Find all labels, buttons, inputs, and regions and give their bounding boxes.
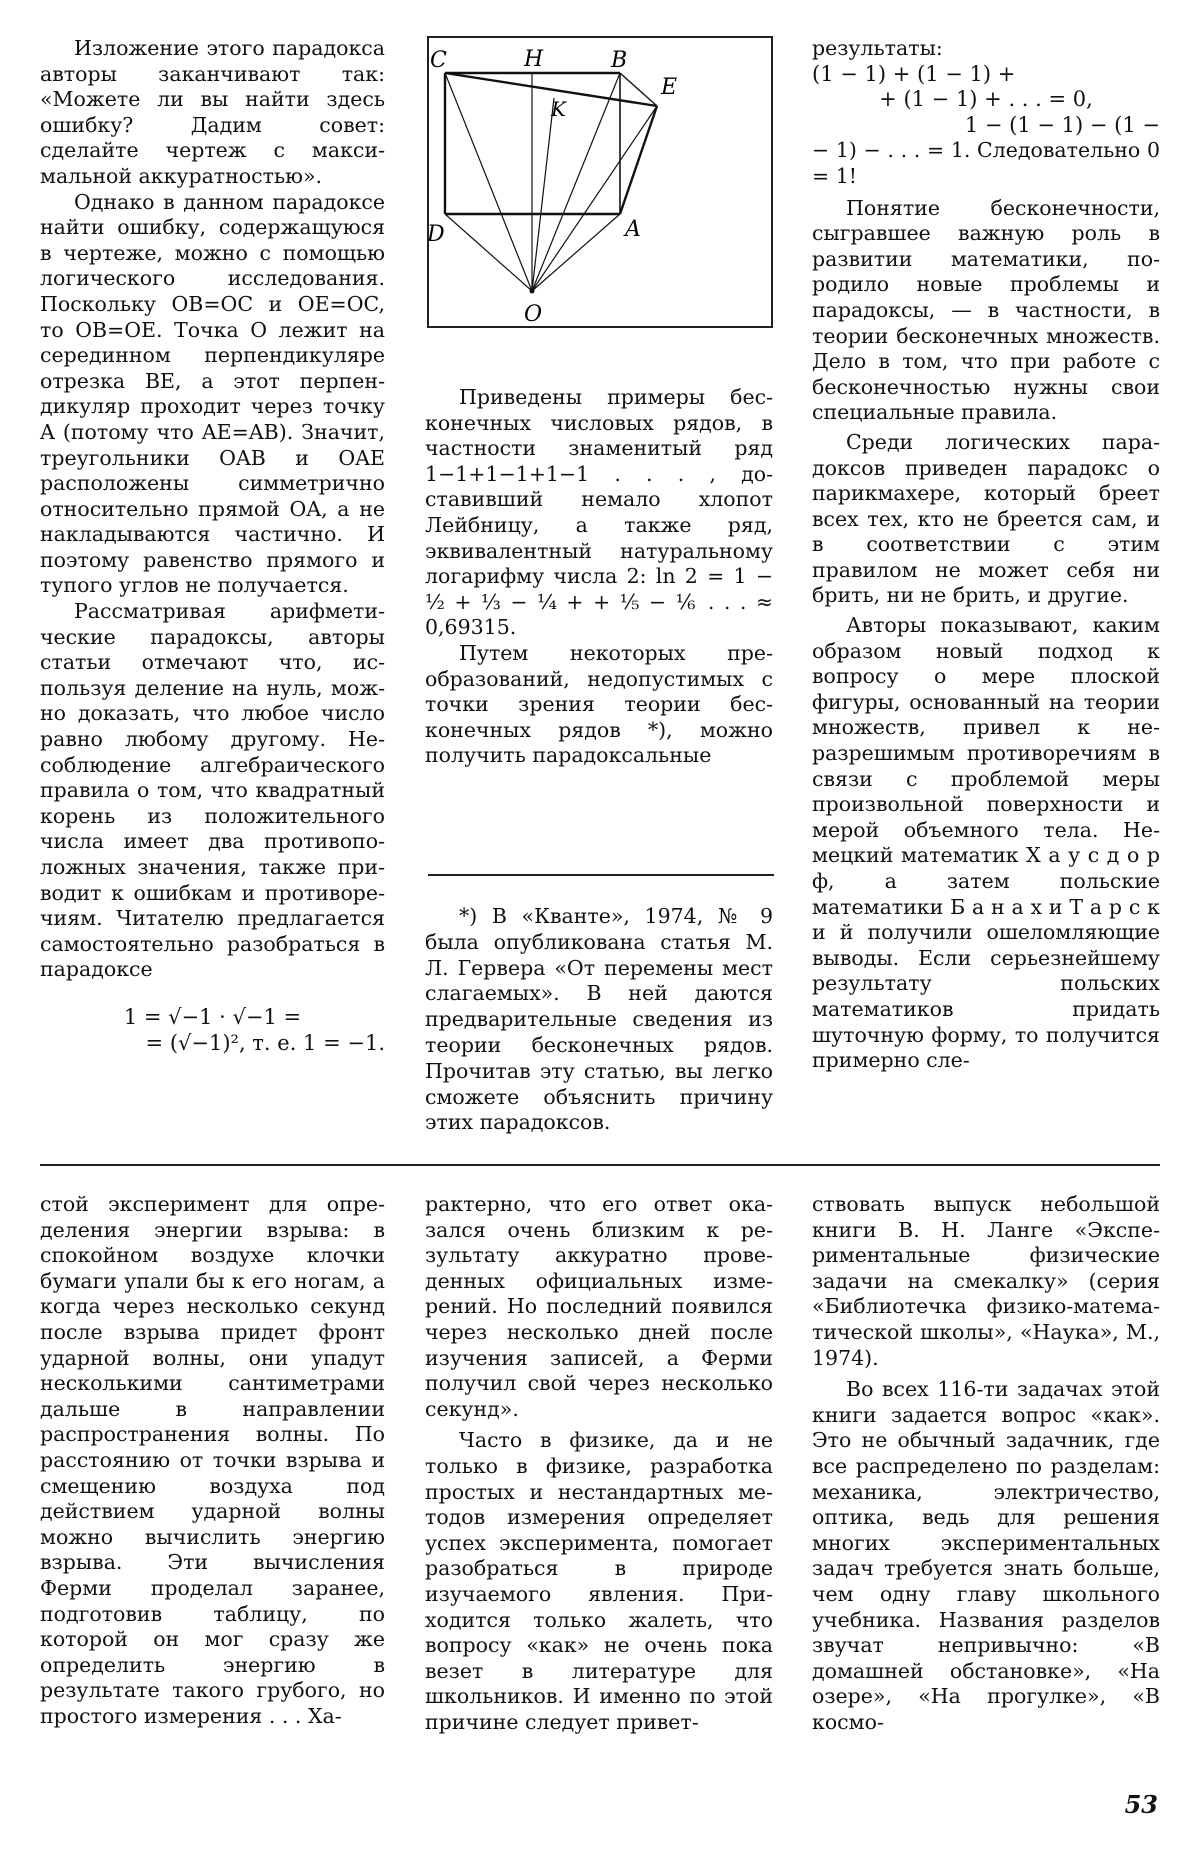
label-A: A: [625, 217, 641, 242]
col4-paragraph-1: стой эксперимент для определения энергии взрыва: в спокойном воздухе клочки бумаги упали бы к его ногам, а когда через несколько секунд после взрыва придет фронт ударной волны, они упадут несколькими сантиметрами дальше в направлении распространения волны. По расстоянию от точки взрыва и смещению воздуха под действием ударной волны можно вычислить энергию взрыва. Эти вычисления Ферми проделал заранее, подготовив таблицу, по которой он мог сразу же определить энергию в результате такого грубого, но простого измерения . . . Ха-: [40, 1192, 385, 1728]
label-K: K: [551, 97, 566, 121]
footnote-text: *) В «Кванте», 1974, № 9 была опубликована статья М. Л. Гервера «От перемены мест слагаемых». В ней даются предварительные сведения из теории бесконечных рядов. Прочитав эту статью, вы легко сможете объяснить причину этих парадоксов.: [425, 904, 773, 1135]
col1-paragraph-1: Изложение этого парадокса авторы заканчивают так: «Можете ли вы найти здесь ошибку? Дадим совет: сделайте чертеж с максимальной аккуратностью».: [40, 36, 385, 188]
segment-AE: [620, 106, 657, 214]
col3-paragraph-2: Понятие бесконечности, сыгравшее важную роль в развитии математики, породило новые проблемы и парадоксы, — в частности, в теории бесконечных множеств. Дело в том, что при работе с бесконечностью нужны свои специальные правила.: [812, 195, 1160, 425]
segment-BO: [532, 73, 620, 291]
section-separator: [40, 1164, 1160, 1166]
col3-results-label: результаты:: [812, 36, 943, 60]
segment-KO: [532, 98, 554, 291]
col5-paragraph-1: рактерно, что его ответ оказался очень близким к результату аккуратно проведенных официальных измерений. Но последний появился через несколько дней после изучения записей, а Ферми получил свой через несколько секунд».: [425, 1192, 773, 1421]
page-number: 53: [1124, 1790, 1158, 1819]
col3-paragraph-4: Авторы показывают, каким образом новый подход к вопросу о мере плоской фигуры, основанный на теории множеств, привел к неразрешимым противоречиям в связи с проблемой меры произвольной поверхности и мерой объемного тела. Немецкий математик Х а у с д о р ф, а затем польские математики Б а н а х и Т а р с к и й получили ошеломляющие выводы. Если серьезнейшему результату польских математиков придать шуточную форму, то получится примерно сле-: [812, 613, 1160, 1073]
col2-paragraph-1: Приведены примеры бесконечных числовых рядов, в частности знаменитый ряд 1−1+1−1+1−1 . . . , доставивший немало хлопот Лейбницу, а также ряд, эквивалентный натуральному логарифму числа 2: ln 2 = 1 − ½ + ⅓ − ¼ + + ⅕ − ⅙ . . . ≈ 0,69315.: [425, 385, 773, 640]
column-2: [425, 385, 773, 769]
footnote: [425, 904, 773, 1136]
col2-paragraph-2: Путем некоторых преобразований, недопустимых с точки зрения теории бесконечных рядов *), можно получить парадоксальные: [425, 640, 773, 768]
footnote-rule: [428, 874, 774, 876]
col6-paragraph-2: Во всех 116-ти задачах этой книги задается вопрос «как». Это не обычный задачник, где все распределено по разделам: механика, электричество, оптика, ведь для решения многих экспериментальных задач требуется знать больше, чем одну главу школьного учебника. Названия разделов звучат непривычно: «В домашней обстановке», «На озере», «На прогулке», «В космо-: [812, 1377, 1160, 1734]
label-E: E: [661, 75, 678, 100]
col3-formula-3: 1 − (1 − 1) − (1 −: [964, 112, 1160, 137]
segment-CO: [445, 73, 532, 291]
column-5: [425, 1192, 773, 1735]
col1-paragraph-3: Рассматривая арифметические парадоксы, авторы статьи отмечают что, используя деление на нуль, можно доказать, что любое число равно любому другому. Несоблюдение алгебраического правила о том, что квадратный корень из положительного числа имеет два противоположных значения, также приводит к ошибкам и противоречиям. Читателю предлагается самостоятельно разобраться в парадоксе: [40, 599, 385, 982]
label-H: H: [524, 47, 544, 72]
col6-paragraph-1: ствовать выпуск небольшой книги В. Н. Ланге «Экспериментальные физические задачи на смекалку» (серия «Библиотечка физико-математической школы», «Наука», М., 1974).: [812, 1192, 1160, 1370]
paradox-diagram: [427, 36, 773, 346]
col3-formula-4: − 1) − . . . = 1. Следовательно 0 = 1!: [812, 138, 1160, 188]
figure-frame: [428, 37, 772, 327]
column-1: [40, 36, 385, 1056]
column-4: [40, 1192, 385, 1729]
col5-paragraph-2: Часто в физике, да и не только в физике, разработка простых и нестандартных методов измерения определяет успех эксперимента, помогает разобраться в природе изучаемого явления. Приходится только жалеть, что вопросу «как» не очень пока везет в литературе для школьников. И именно по этой причине следует привет-: [425, 1428, 773, 1734]
col1-formula-line-2: = (√−1)², т. е. 1 = −1.: [145, 1030, 385, 1055]
label-B: B: [611, 48, 628, 73]
label-C: C: [430, 48, 447, 73]
col1-formula-line-1: 1 = √−1 · √−1 =: [123, 1004, 302, 1029]
segment-EO: [532, 106, 657, 291]
label-D: D: [427, 222, 445, 247]
segment-DO: [445, 214, 532, 291]
column-3: [812, 36, 1160, 1074]
col1-paragraph-2: Однако в данном парадоксе найти ошибку, содержащуюся в чертеже, можно с помощью логического исследования. Поскольку OB=OC и OE=OC, то OB=OE. Точка O лежит на серединном перпендикуляре отрезка BE, а этот перпендикуляр проходит через точку A (потому что AE=AB). Значит, треугольники OAB и OAE расположены симметрично относительно прямой OA, а не накладываются частично. И поэтому равенство прямого и тупого углов не получается.: [40, 189, 385, 598]
col3-formula-2: + (1 − 1) + . . . = 0,: [879, 87, 1093, 112]
column-6: [812, 1192, 1160, 1735]
col3-paragraph-3: Среди логических парадоксов приведен парадокс о парикмахере, который бреет всех тех, кто не бреется сам, и в соответствии с этим правилом не может себя ни брить, ни не брить, и другие.: [812, 429, 1160, 608]
col3-formula-1: (1 − 1) + (1 − 1) +: [812, 61, 1016, 86]
geometry-figure: [427, 36, 773, 346]
point-O: [530, 289, 535, 294]
label-O: O: [524, 302, 543, 327]
